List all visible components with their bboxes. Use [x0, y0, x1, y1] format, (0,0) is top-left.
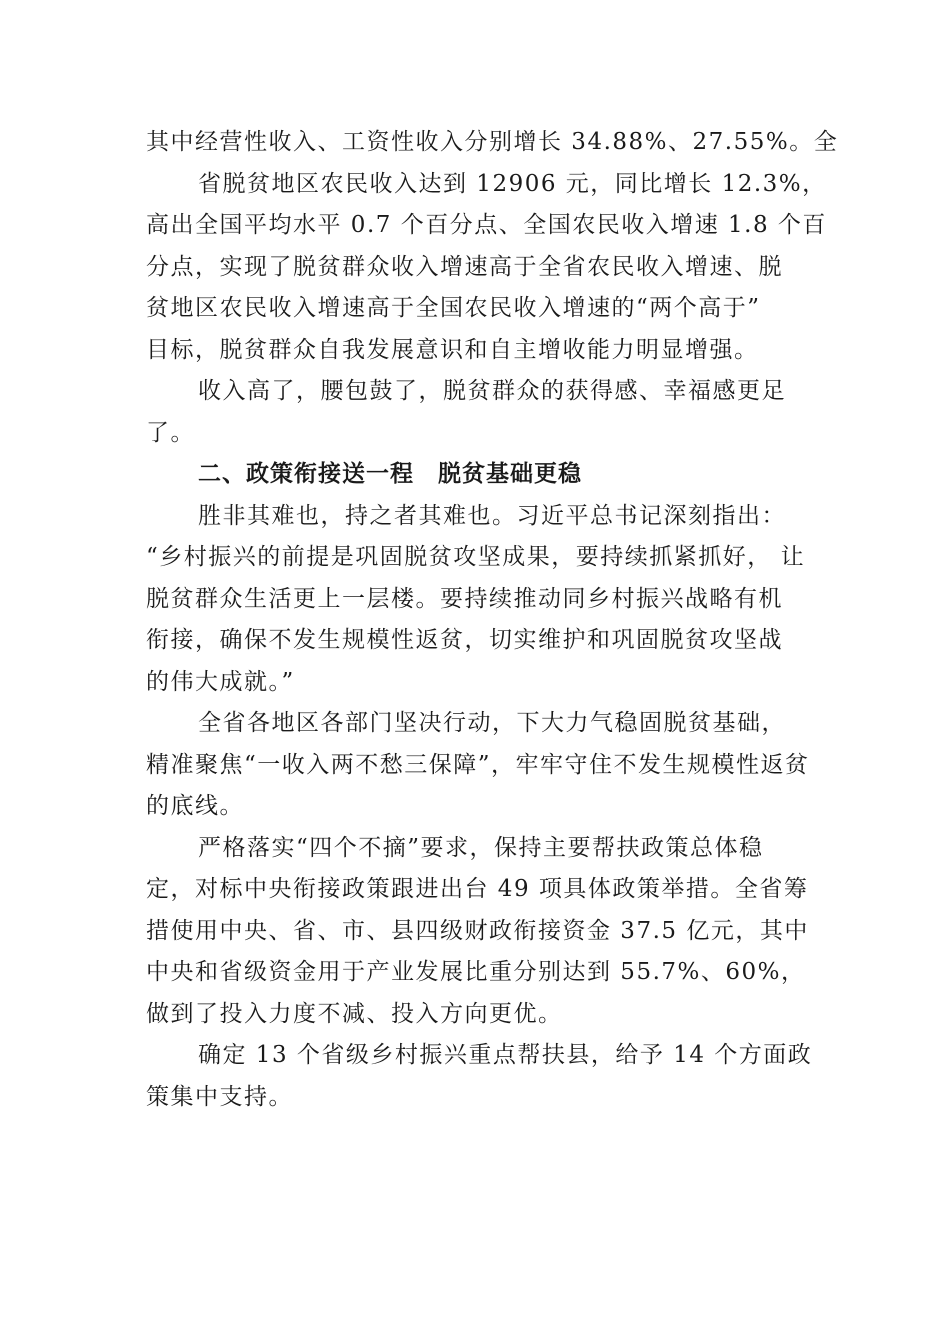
text-line: 了。: [146, 419, 195, 446]
text-line: 做到了投入力度不减、投入方向更优。: [146, 1000, 563, 1027]
text-line: 目标，脱贫群众自我发展意识和自主增收能力明显增强。: [146, 336, 759, 363]
text-line: 衔接，确保不发生规模性返贫，切实维护和巩固脱贫攻坚战: [146, 627, 783, 653]
text-line: 中央和省级资金用于产业发展比重分别达到 55.7%、60%，: [146, 959, 806, 985]
text-line: 全省各地区各部门坚决行动，下大力气稳固脱贫基础，: [198, 710, 786, 736]
text-line: 的伟大成就。”: [146, 668, 295, 695]
text-line: 精准聚焦“一收入两不愁三保障”，牢牢守住不发生规模性返贫: [146, 751, 810, 778]
text-line: “乡村振兴的前提是巩固脱贫攻坚成果，要持续抓紧抓好， 让: [146, 544, 806, 570]
text-line: 脱贫群众生活更上一层楼。要持续推动同乡村振兴战略有机: [146, 585, 783, 612]
document-body: [146, 122, 839, 1118]
text-line: 其中经营性收入、工资性收入分别增长 34.88%、27.55%。全: [146, 129, 839, 155]
text-line: 胜非其难也，持之者其难也。习近平总书记深刻指出：: [198, 502, 786, 529]
text-line: 严格落实“四个不摘”要求，保持主要帮扶政策总体稳: [198, 834, 764, 861]
text-line: 省脱贫地区农民收入达到 12906 元，同比增长 12.3%，: [198, 170, 827, 197]
text-line: 定，对标中央衔接政策跟进出台 49 项具体政策举措。全省筹: [146, 876, 809, 902]
text-line: 策集中支持。: [146, 1083, 293, 1110]
section-heading: 二、政策衔接送一程 脱贫基础更稳: [198, 461, 582, 487]
text-line: 分点，实现了脱贫群众收入增速高于全省农民收入增速、脱: [146, 253, 783, 280]
text-line: 的底线。: [146, 793, 244, 819]
text-line: 收入高了，腰包鼓了，脱贫群众的获得感、幸福感更足: [198, 378, 786, 404]
text-line: 确定 13 个省级乡村振兴重点帮扶县，给予 14 个方面政: [198, 1042, 813, 1068]
text-line: 高出全国平均水平 0.7 个百分点、全国农民收入增速 1.8 个百: [146, 212, 827, 238]
text-line: 贫地区农民收入增速高于全国农民收入增速的“两个高于”: [146, 295, 761, 321]
text-line: 措使用中央、省、市、县四级财政衔接资金 37.5 亿元，其中: [146, 917, 809, 944]
